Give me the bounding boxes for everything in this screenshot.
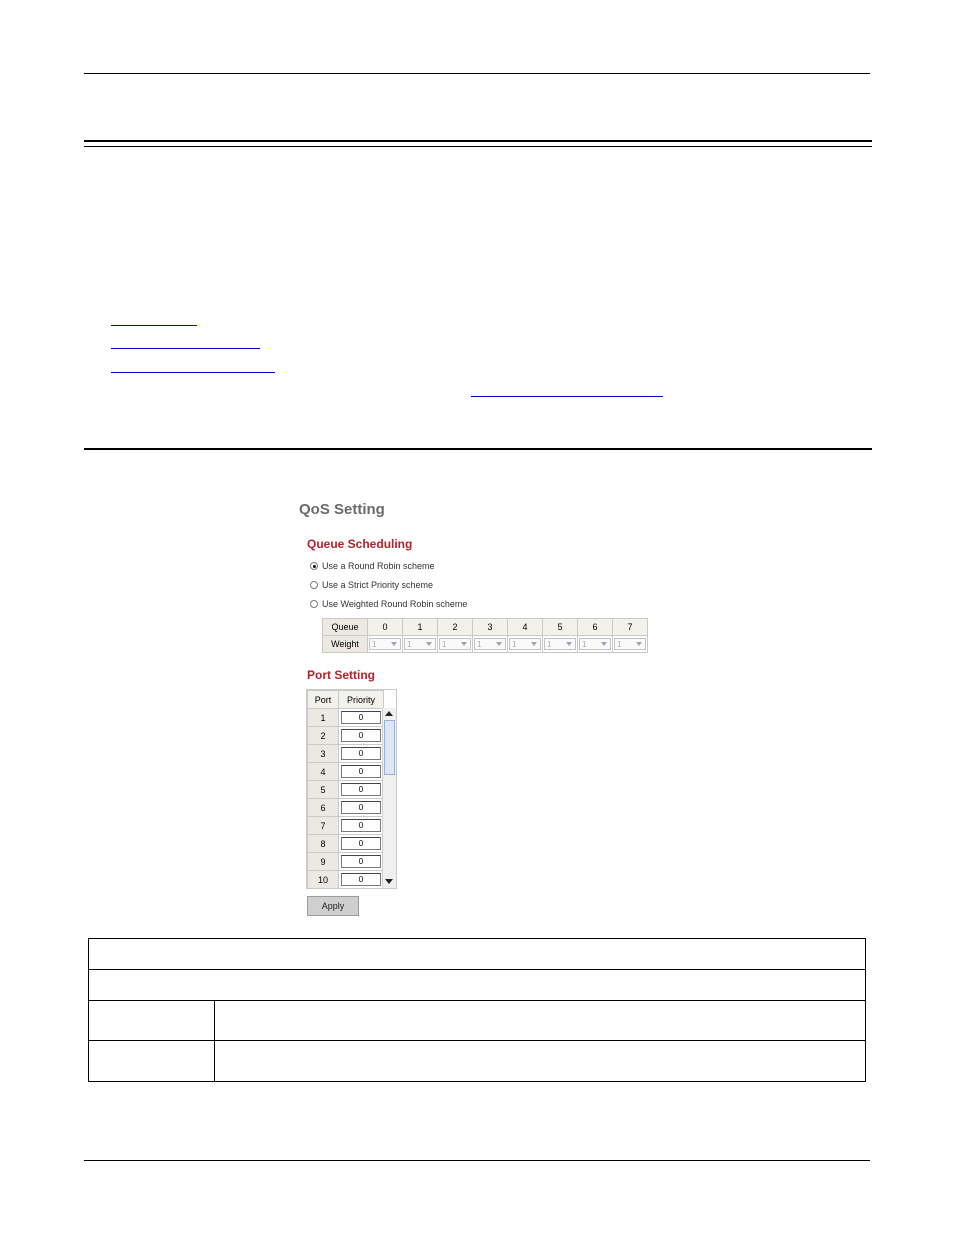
table-row xyxy=(308,763,384,781)
priority-header: Priority xyxy=(339,691,384,709)
table-row xyxy=(308,817,384,835)
weight-value: 1 xyxy=(617,639,622,649)
priority-input[interactable]: 0 xyxy=(341,783,381,796)
description-table xyxy=(88,938,866,1082)
priority-input[interactable]: 0 xyxy=(341,837,381,850)
queue-7: 7 xyxy=(613,619,648,636)
chevron-down-icon xyxy=(461,642,467,646)
link-4[interactable] xyxy=(471,396,663,397)
priority-input[interactable]: 0 xyxy=(341,729,381,742)
priority-input[interactable]: 0 xyxy=(341,819,381,832)
table-row xyxy=(308,799,384,817)
priority-input[interactable]: 0 xyxy=(341,855,381,868)
chevron-down-icon xyxy=(391,642,397,646)
queue-5: 5 xyxy=(543,619,578,636)
port-setting-title: Port Setting xyxy=(307,668,375,682)
weight-header: Weight xyxy=(323,636,368,653)
port-number: 5 xyxy=(308,781,339,799)
port-number: 10 xyxy=(308,871,339,889)
priority-input[interactable]: 0 xyxy=(341,765,381,778)
section-divider xyxy=(84,448,872,450)
section-rule-top xyxy=(84,140,872,142)
weight-value: 1 xyxy=(547,639,552,649)
link-3[interactable] xyxy=(111,372,275,373)
queue-2: 2 xyxy=(438,619,473,636)
header-rule xyxy=(84,73,870,74)
table-rule xyxy=(89,969,865,970)
radio-strict-priority[interactable] xyxy=(310,581,318,589)
priority-input[interactable]: 0 xyxy=(341,801,381,814)
chevron-down-icon xyxy=(426,642,432,646)
scroll-down-arrow-icon[interactable] xyxy=(385,879,393,884)
table-row xyxy=(308,871,384,889)
weight-value: 1 xyxy=(407,639,412,649)
port-header: Port xyxy=(308,691,339,709)
scheme-round-robin[interactable] xyxy=(310,561,435,571)
footer-rule xyxy=(84,1160,870,1161)
weight-select-5[interactable] xyxy=(544,638,576,650)
port-number: 7 xyxy=(308,817,339,835)
weight-select-4[interactable] xyxy=(509,638,541,650)
port-number: 3 xyxy=(308,745,339,763)
weight-value: 1 xyxy=(477,639,482,649)
weight-value: 1 xyxy=(372,639,377,649)
port-number: 6 xyxy=(308,799,339,817)
port-number: 9 xyxy=(308,853,339,871)
weight-select-6[interactable] xyxy=(579,638,611,650)
table-rule xyxy=(89,1040,865,1041)
link-1[interactable] xyxy=(111,325,197,326)
apply-button[interactable]: Apply xyxy=(307,896,359,916)
table-row xyxy=(308,727,384,745)
queue-header: Queue xyxy=(323,619,368,636)
priority-input[interactable]: 0 xyxy=(341,711,381,724)
weight-select-0[interactable] xyxy=(369,638,401,650)
table-row xyxy=(308,709,384,727)
chevron-down-icon xyxy=(601,642,607,646)
table-row xyxy=(308,781,384,799)
scheme-strict-priority[interactable] xyxy=(310,580,433,590)
queue-scheduling-title: Queue Scheduling xyxy=(307,537,413,551)
weight-value: 1 xyxy=(512,639,517,649)
weight-value: 1 xyxy=(442,639,447,649)
radio-round-robin[interactable] xyxy=(310,562,318,570)
qos-setting-title: QoS Setting xyxy=(299,501,385,518)
table-row xyxy=(308,835,384,853)
weight-select-2[interactable] xyxy=(439,638,471,650)
port-number: 2 xyxy=(308,727,339,745)
weight-value: 1 xyxy=(582,639,587,649)
weight-select-1[interactable] xyxy=(404,638,436,650)
weight-select-7[interactable] xyxy=(614,638,646,650)
queue-6: 6 xyxy=(578,619,613,636)
link-2[interactable] xyxy=(111,348,260,349)
port-number: 8 xyxy=(308,835,339,853)
section-rule-bottom xyxy=(84,146,872,147)
queue-weight-table xyxy=(322,618,648,653)
priority-input[interactable]: 0 xyxy=(341,747,381,760)
scroll-up-arrow-icon[interactable] xyxy=(385,711,393,716)
table-row xyxy=(308,853,384,871)
chevron-down-icon xyxy=(566,642,572,646)
weight-select-3[interactable] xyxy=(474,638,506,650)
scheme-weighted-round-robin[interactable] xyxy=(310,599,467,609)
queue-3: 3 xyxy=(473,619,508,636)
table-row xyxy=(308,745,384,763)
chevron-down-icon xyxy=(496,642,502,646)
queue-0: 0 xyxy=(368,619,403,636)
scheme-label: Use a Strict Priority scheme xyxy=(322,580,434,590)
chevron-down-icon xyxy=(531,642,537,646)
priority-input[interactable]: 0 xyxy=(341,873,381,886)
scroll-thumb[interactable] xyxy=(384,720,395,775)
port-table-scrollbar[interactable] xyxy=(382,708,396,888)
table-rule xyxy=(89,1000,865,1001)
port-number: 4 xyxy=(308,763,339,781)
scheme-label: Use a Round Robin scheme xyxy=(322,561,435,571)
radio-weighted-round-robin[interactable] xyxy=(310,600,318,608)
queue-1: 1 xyxy=(403,619,438,636)
port-priority-table xyxy=(307,690,384,889)
port-number: 1 xyxy=(308,709,339,727)
chevron-down-icon xyxy=(636,642,642,646)
queue-4: 4 xyxy=(508,619,543,636)
scheme-label: Use Weighted Round Robin scheme xyxy=(322,599,468,609)
table-column-rule xyxy=(214,1000,215,1082)
